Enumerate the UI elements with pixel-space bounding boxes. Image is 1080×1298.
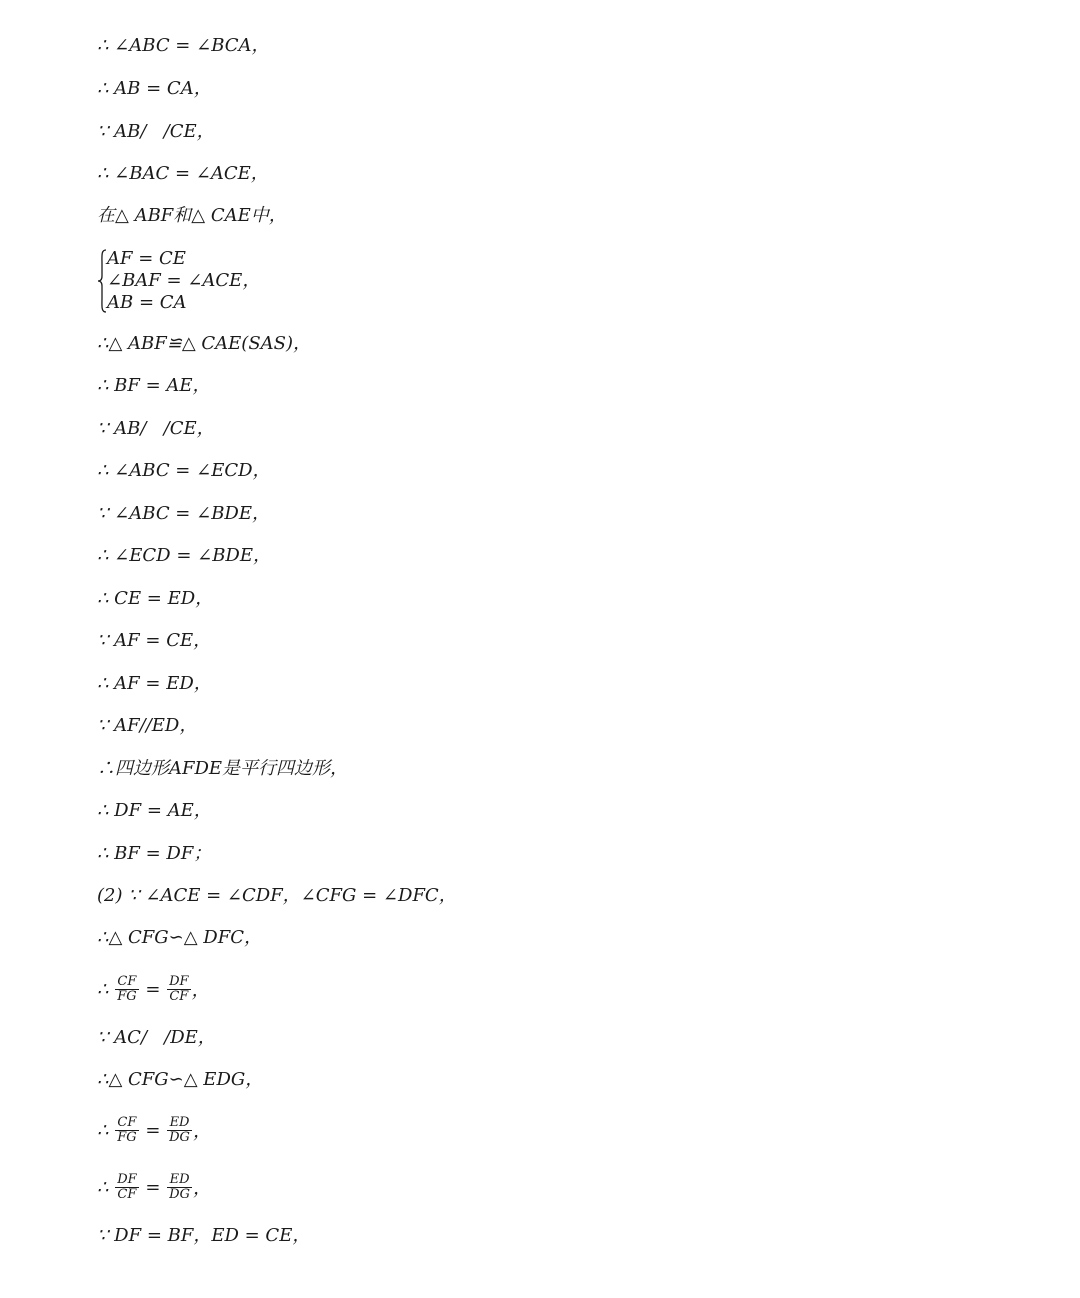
numerator: DF [117,1171,137,1187]
system-row: AB = CA [107,292,187,313]
proof-line: ∵ ∠ABC = ∠BDE， [97,503,270,524]
numerator: ED [167,1116,192,1131]
fraction-line [97,969,210,1009]
proof-line: ∴△ CFG∽△ DFC， [97,927,262,948]
proof-line: ∴ ∠BAC = ∠ACE， [97,163,269,184]
proof-line: ∴ AB = CA， [97,78,212,99]
proof-line: ∴ BF = DF； [97,843,212,864]
denominator: DG [169,1186,190,1202]
proof-line: ∵ DF = BF，ED = CE， [97,1225,311,1246]
denominator: FG [117,988,137,1004]
system-row: AF = CE [107,248,186,269]
fraction [115,1116,138,1145]
proof-line: ∴△ ABF≌△ CAE(SAS)， [97,333,311,354]
equals-sign: = [139,978,167,1000]
fraction-suffix: ， [192,1121,211,1142]
proof-line: ∵ AB/ /CE， [97,121,215,142]
denominator: CF [117,1186,137,1202]
denominator: CF [169,988,189,1004]
fraction-prefix: ∴ [97,1176,115,1198]
system-row: ∠BAF = ∠ACE， [107,270,261,291]
proof-line: ∴ BF = AE， [97,375,211,396]
fraction-suffix: ， [192,1178,211,1199]
denominator: DG [169,1129,190,1145]
fraction-line [97,1110,211,1150]
numerator: ED [167,1173,192,1188]
proof-line: ∵ AF = CE， [97,630,212,651]
denominator: FG [117,1129,137,1145]
proof-line: ∴四边形AFDE是平行四边形， [97,758,349,779]
numerator: CF [115,1116,138,1131]
proof-line: ∵ AF//ED， [97,715,198,736]
proof-line: 在△ ABF和△ CAE中， [97,205,287,226]
proof-line: (2) ∵ ∠ACE = ∠CDF，∠CFG = ∠DFC， [97,885,457,906]
proof-line: ∴ ∠ECD = ∠BDE， [97,545,272,566]
proof-line: ∴△ CFG∽△ EDG， [97,1069,264,1090]
fraction [115,975,138,1004]
proof-line: ∴ ∠ABC = ∠ECD， [97,460,271,481]
fraction [167,975,190,1004]
proof-line: ∴ AF = ED， [97,673,212,694]
fraction [115,1173,138,1202]
proof-line: ∵ AC/ /DE， [97,1027,216,1048]
fraction [167,1173,192,1202]
left-brace-icon [97,248,107,314]
fraction [167,1116,192,1145]
proof-line: ∴ CE = ED， [97,588,214,609]
fraction-prefix: ∴ [97,978,115,1000]
fraction-suffix: ， [191,980,210,1001]
numerator: DF [169,973,189,989]
proof-line: ∴ ∠ABC = ∠BCA， [97,35,270,56]
numerator: CF [115,975,138,990]
equals-sign: = [139,1119,167,1141]
fraction-prefix: ∴ [97,1119,115,1141]
proof-line: ∴ DF = AE， [97,800,212,821]
fraction-line [97,1167,211,1207]
proof-line: ∵ AB/ /CE， [97,418,215,439]
equals-sign: = [139,1176,167,1198]
